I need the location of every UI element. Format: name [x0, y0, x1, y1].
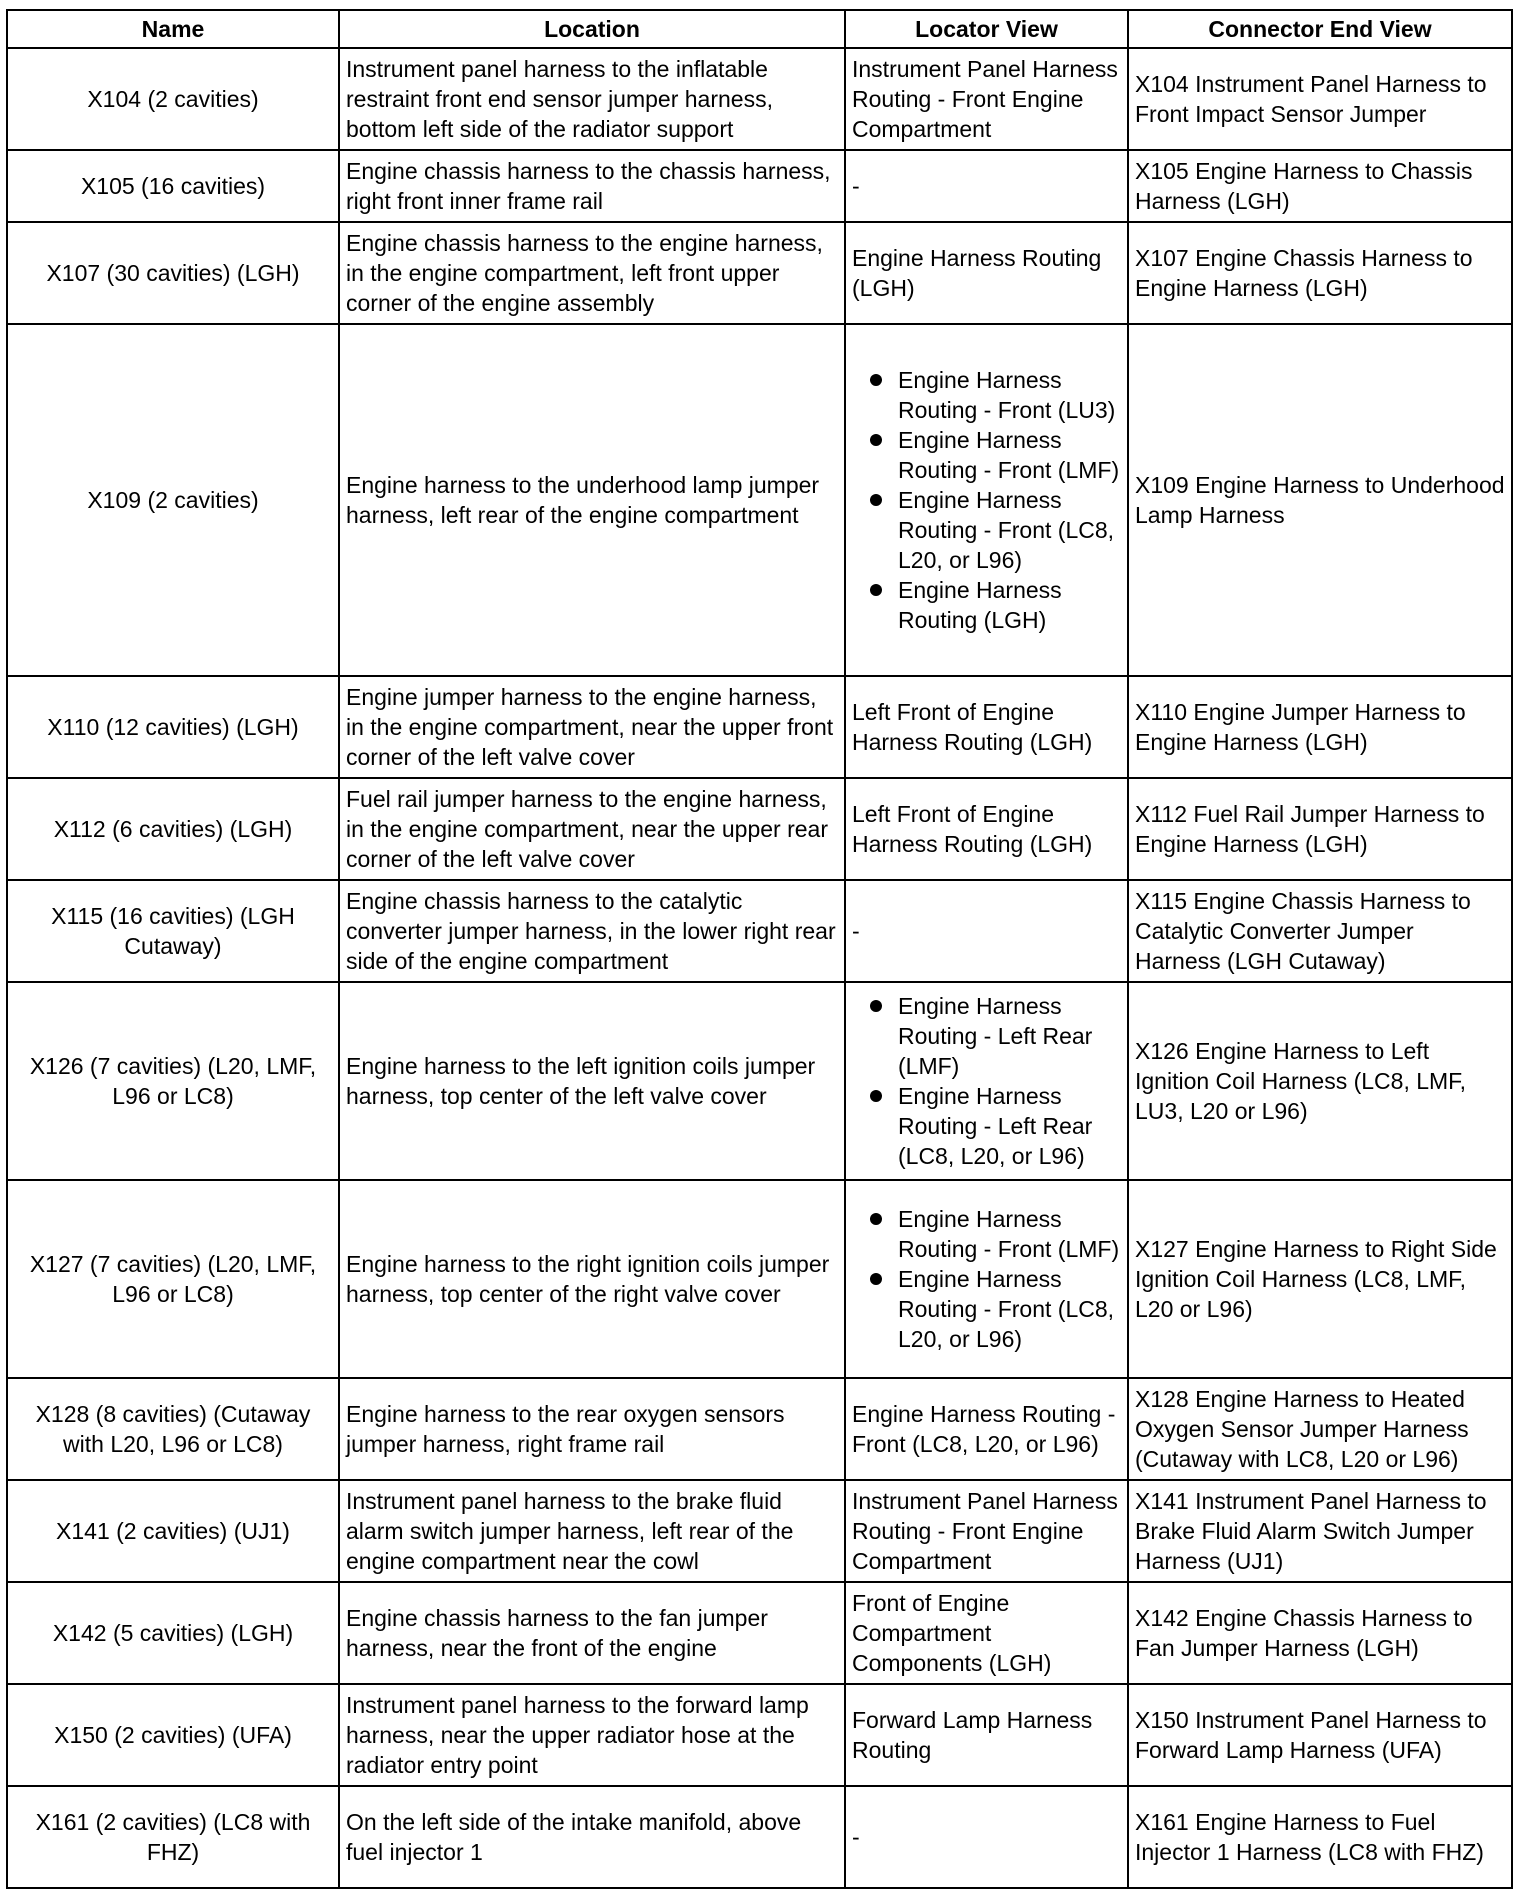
connector-end-view-cell: X141 Instrument Panel Harness to Brake Fluid Alarm Switch Jumper Harness (UJ1) — [1128, 1480, 1512, 1582]
connector-name-cell: X161 (2 cavities) (LC8 with FHZ) — [7, 1786, 339, 1888]
locator-view-cell: Forward Lamp Harness Routing — [845, 1684, 1128, 1786]
connector-end-view-cell: X142 Engine Chassis Harness to Fan Jumper Harness (LGH) — [1128, 1582, 1512, 1684]
connector-name-cell: X110 (12 cavities) (LGH) — [7, 676, 339, 778]
table-row — [7, 150, 1512, 222]
table-row — [7, 324, 1512, 676]
connector-end-view-cell: X127 Engine Harness to Right Side Ignition Coil Harness (LC8, LMF, L20 or L96) — [1128, 1180, 1512, 1378]
locator-view-cell: Engine Harness Routing - Front (LC8, L20, or L96) — [845, 1378, 1128, 1480]
location-cell: Engine jumper harness to the engine harness, in the engine compartment, near the upper front corner of the left valve cover — [339, 676, 845, 778]
connector-name-cell: X150 (2 cavities) (UFA) — [7, 1684, 339, 1786]
locator-view-list-item: Engine Harness Routing - Left Rear (LC8, L20, or L96) — [852, 1081, 1121, 1171]
locator-view-cell — [845, 324, 1128, 676]
table-row — [7, 1786, 1512, 1888]
table-row — [7, 1480, 1512, 1582]
location-cell: On the left side of the intake manifold, above fuel injector 1 — [339, 1786, 845, 1888]
header-connector-end-view: Connector End View — [1128, 10, 1512, 48]
table-row — [7, 676, 1512, 778]
locator-view-list-item: Engine Harness Routing - Front (LC8, L20, or L96) — [852, 485, 1121, 575]
locator-view-cell: Engine Harness Routing (LGH) — [845, 222, 1128, 324]
location-cell: Instrument panel harness to the brake fluid alarm switch jumper harness, left rear of the engine compartment near the cowl — [339, 1480, 845, 1582]
locator-view-cell: Front of Engine Compartment Components (LGH) — [845, 1582, 1128, 1684]
location-cell: Engine chassis harness to the catalytic converter jumper harness, in the lower right rear side of the engine compartment — [339, 880, 845, 982]
locator-view-list-item: Engine Harness Routing - Front (LMF) — [852, 1204, 1121, 1264]
location-cell: Fuel rail jumper harness to the engine harness, in the engine compartment, near the upper rear corner of the left valve cover — [339, 778, 845, 880]
connector-name-cell: X105 (16 cavities) — [7, 150, 339, 222]
locator-view-cell: Left Front of Engine Harness Routing (LGH) — [845, 676, 1128, 778]
connector-end-view-cell: X107 Engine Chassis Harness to Engine Harness (LGH) — [1128, 222, 1512, 324]
locator-view-cell: - — [845, 880, 1128, 982]
location-cell: Engine harness to the underhood lamp jumper harness, left rear of the engine compartment — [339, 324, 845, 676]
connector-table-container — [6, 9, 1513, 1889]
table-row — [7, 1582, 1512, 1684]
location-cell: Engine harness to the rear oxygen sensors jumper harness, right frame rail — [339, 1378, 845, 1480]
location-cell: Engine chassis harness to the engine harness, in the engine compartment, left front upper corner of the engine assembly — [339, 222, 845, 324]
locator-view-cell: Left Front of Engine Harness Routing (LGH) — [845, 778, 1128, 880]
table-row — [7, 1684, 1512, 1786]
header-location: Location — [339, 10, 845, 48]
table-row — [7, 982, 1512, 1180]
connector-name-cell: X104 (2 cavities) — [7, 48, 339, 150]
locator-view-list — [852, 1204, 1121, 1354]
location-cell: Instrument panel harness to the inflatable restraint front end sensor jumper harness, bottom left side of the radiator support — [339, 48, 845, 150]
table-body — [7, 48, 1512, 1888]
locator-view-list-item: Engine Harness Routing - Left Rear (LMF) — [852, 991, 1121, 1081]
table-row — [7, 222, 1512, 324]
location-cell: Engine chassis harness to the fan jumper harness, near the front of the engine — [339, 1582, 845, 1684]
connector-name-cell: X109 (2 cavities) — [7, 324, 339, 676]
location-cell: Engine chassis harness to the chassis harness, right front inner frame rail — [339, 150, 845, 222]
connector-table — [6, 9, 1513, 1889]
location-cell: Instrument panel harness to the forward lamp harness, near the upper radiator hose at the radiator entry point — [339, 1684, 845, 1786]
locator-view-cell: - — [845, 1786, 1128, 1888]
connector-end-view-cell: X128 Engine Harness to Heated Oxygen Sensor Jumper Harness (Cutaway with LC8, L20 or L96) — [1128, 1378, 1512, 1480]
connector-end-view-cell: X115 Engine Chassis Harness to Catalytic Converter Jumper Harness (LGH Cutaway) — [1128, 880, 1512, 982]
header-locator-view: Locator View — [845, 10, 1128, 48]
connector-name-cell: X142 (5 cavities) (LGH) — [7, 1582, 339, 1684]
connector-name-cell: X126 (7 cavities) (L20, LMF, L96 or LC8) — [7, 982, 339, 1180]
table-row — [7, 1180, 1512, 1378]
location-cell: Engine harness to the right ignition coils jumper harness, top center of the right valve cover — [339, 1180, 845, 1378]
table-row — [7, 1378, 1512, 1480]
location-cell: Engine harness to the left ignition coils jumper harness, top center of the left valve cover — [339, 982, 845, 1180]
table-row — [7, 778, 1512, 880]
table-row — [7, 48, 1512, 150]
connector-name-cell: X127 (7 cavities) (L20, LMF, L96 or LC8) — [7, 1180, 339, 1378]
connector-end-view-cell: X110 Engine Jumper Harness to Engine Harness (LGH) — [1128, 676, 1512, 778]
header-name: Name — [7, 10, 339, 48]
table-row — [7, 880, 1512, 982]
connector-end-view-cell: X161 Engine Harness to Fuel Injector 1 Harness (LC8 with FHZ) — [1128, 1786, 1512, 1888]
connector-name-cell: X107 (30 cavities) (LGH) — [7, 222, 339, 324]
locator-view-list-item: Engine Harness Routing - Front (LMF) — [852, 425, 1121, 485]
locator-view-list-item: Engine Harness Routing (LGH) — [852, 575, 1121, 635]
connector-end-view-cell: X104 Instrument Panel Harness to Front Impact Sensor Jumper — [1128, 48, 1512, 150]
locator-view-cell — [845, 982, 1128, 1180]
locator-view-list — [852, 365, 1121, 635]
locator-view-list-item: Engine Harness Routing - Front (LC8, L20, or L96) — [852, 1264, 1121, 1354]
connector-name-cell: X128 (8 cavities) (Cutaway with L20, L96 or LC8) — [7, 1378, 339, 1480]
connector-end-view-cell: X112 Fuel Rail Jumper Harness to Engine Harness (LGH) — [1128, 778, 1512, 880]
locator-view-cell: Instrument Panel Harness Routing - Front Engine Compartment — [845, 1480, 1128, 1582]
connector-end-view-cell: X126 Engine Harness to Left Ignition Coil Harness (LC8, LMF, LU3, L20 or L96) — [1128, 982, 1512, 1180]
connector-name-cell: X115 (16 cavities) (LGH Cutaway) — [7, 880, 339, 982]
header-row — [7, 10, 1512, 48]
locator-view-list — [852, 991, 1121, 1171]
locator-view-cell: - — [845, 150, 1128, 222]
locator-view-cell: Instrument Panel Harness Routing - Front Engine Compartment — [845, 48, 1128, 150]
connector-end-view-cell: X105 Engine Harness to Chassis Harness (LGH) — [1128, 150, 1512, 222]
connector-name-cell: X112 (6 cavities) (LGH) — [7, 778, 339, 880]
connector-end-view-cell: X150 Instrument Panel Harness to Forward Lamp Harness (UFA) — [1128, 1684, 1512, 1786]
locator-view-cell — [845, 1180, 1128, 1378]
locator-view-list-item: Engine Harness Routing - Front (LU3) — [852, 365, 1121, 425]
connector-name-cell: X141 (2 cavities) (UJ1) — [7, 1480, 339, 1582]
connector-end-view-cell: X109 Engine Harness to Underhood Lamp Harness — [1128, 324, 1512, 676]
